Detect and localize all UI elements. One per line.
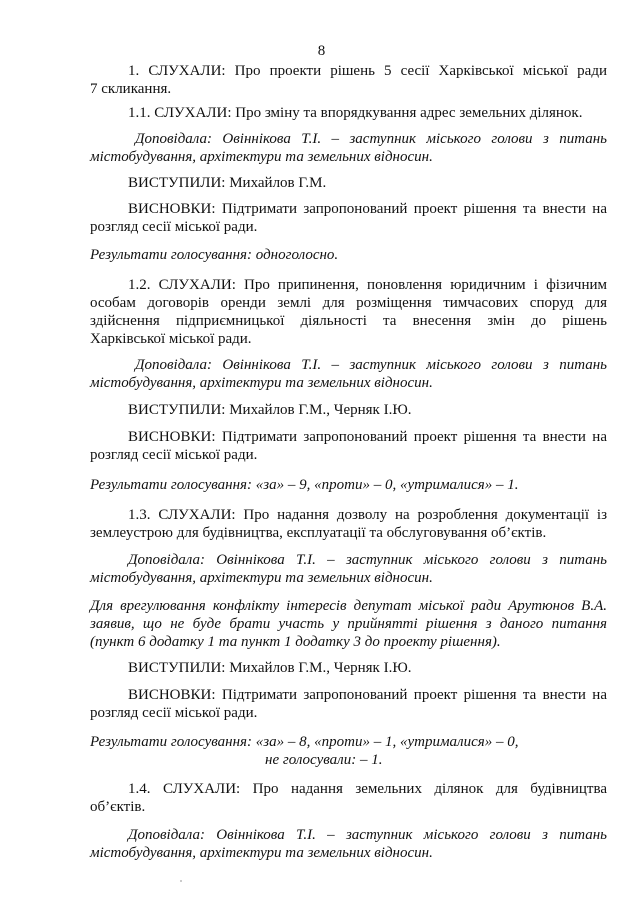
item-1-3-reporter-cont: містобудування, архітектури та земельних відносин. bbox=[90, 570, 433, 586]
vote-result: одноголосно. bbox=[255, 247, 339, 263]
item-1-3-heard: 1.3. СЛУХАЛИ: Про надання дозволу на розроблення документації із bbox=[128, 507, 607, 523]
vote-result: «за» – 9, «проти» – 0, «утрималися» – 1. bbox=[255, 477, 519, 493]
item-1-3-conflict-cont-2: (пункт 6 додатку 1 та пункт 1 додатку 3 до проекту рішення). bbox=[90, 634, 501, 650]
item-1-2-reporter: Доповідала: Овіннікова Т.І. – заступник міського голови з питань bbox=[135, 357, 607, 373]
item-1-3-heard-cont: землеустрою для будівництва, експлуатації та обслуговування об’єктів. bbox=[90, 525, 547, 541]
vote-result: «за» – 8, «проти» – 1, «утрималися» – 0, bbox=[255, 734, 519, 750]
section-1-heading-cont: 7 скликання. bbox=[90, 81, 172, 97]
vote-label: Результати голосування: bbox=[90, 734, 253, 750]
item-1-3-conflict-cont-1: заявив, що не буде брати участь у прийнятті рішення з даного питання bbox=[90, 616, 607, 632]
item-1-1-vote bbox=[90, 246, 607, 264]
page-number: 8 bbox=[317, 43, 326, 59]
item-1-1-reporter-cont: містобудування, архітектури та земельних відносин. bbox=[90, 149, 433, 165]
item-1-3-conflict: Для врегулювання конфлікту інтересів депутат міської ради Арутюнов В.А. bbox=[90, 598, 607, 614]
item-1-1-spoke: ВИСТУПИЛИ: Михайлов Г.М. bbox=[128, 175, 327, 191]
item-1-2-heard-cont-3: Харківської міської ради. bbox=[90, 331, 252, 347]
vote-label: Результати голосування: bbox=[90, 247, 253, 263]
item-1-3-conclusion: ВИСНОВКИ: Підтримати запропонований проект рішення та внести на bbox=[128, 687, 607, 703]
item-1-1-heard: 1.1. СЛУХАЛИ: Про зміну та впорядкування адрес земельних ділянок. bbox=[128, 105, 583, 121]
item-1-4-heard: 1.4. СЛУХАЛИ: Про надання земельних ділянок для будівництва bbox=[128, 781, 607, 797]
item-1-2-spoke: ВИСТУПИЛИ: Михайлов Г.М., Черняк І.Ю. bbox=[128, 402, 412, 418]
vote-label: Результати голосування: bbox=[90, 477, 253, 493]
item-1-2-heard: 1.2. СЛУХАЛИ: Про припинення, поновлення юридичним і фізичним bbox=[128, 277, 607, 293]
item-1-3-spoke: ВИСТУПИЛИ: Михайлов Г.М., Черняк І.Ю. bbox=[128, 660, 412, 676]
item-1-2-conclusion: ВИСНОВКИ: Підтримати запропонований проект рішення та внести на bbox=[128, 429, 607, 445]
item-1-3-vote bbox=[90, 733, 607, 751]
item-1-2-heard-cont-1: особам договорів оренди землі для розміщення тимчасових споруд для bbox=[90, 295, 607, 311]
item-1-1-conclusion-cont: розгляд сесії міської ради. bbox=[90, 219, 258, 235]
item-1-3-vote-cont: не голосували: – 1. bbox=[265, 752, 383, 768]
item-1-2-conclusion-cont: розгляд сесії міської ради. bbox=[90, 447, 258, 463]
item-1-4-reporter-cont: містобудування, архітектури та земельних відносин. bbox=[90, 845, 433, 861]
item-1-3-reporter: Доповідала: Овіннікова Т.І. – заступник міського голови з питань bbox=[128, 552, 607, 568]
item-1-1-reporter: Доповідала: Овіннікова Т.І. – заступник міського голови з питань bbox=[135, 131, 607, 147]
item-1-3-conclusion-cont: розгляд сесії міської ради. bbox=[90, 705, 258, 721]
item-1-4-heard-cont: об’єктів. bbox=[90, 799, 146, 815]
item-1-2-heard-cont-2: здійснення підприємницької діяльності та внесення змін до рішень bbox=[90, 313, 607, 329]
item-1-4-reporter: Доповідала: Овіннікова Т.І. – заступник міського голови з питань bbox=[128, 827, 607, 843]
item-1-2-reporter-cont: містобудування, архітектури та земельних відносин. bbox=[90, 375, 433, 391]
section-1-heading: 1. СЛУХАЛИ: Про проекти рішень 5 сесії Харківської міської ради bbox=[128, 63, 607, 79]
item-1-1-conclusion: ВИСНОВКИ: Підтримати запропонований проект рішення та внести на bbox=[128, 201, 607, 217]
scan-speck bbox=[180, 880, 182, 882]
item-1-2-vote bbox=[90, 476, 607, 494]
